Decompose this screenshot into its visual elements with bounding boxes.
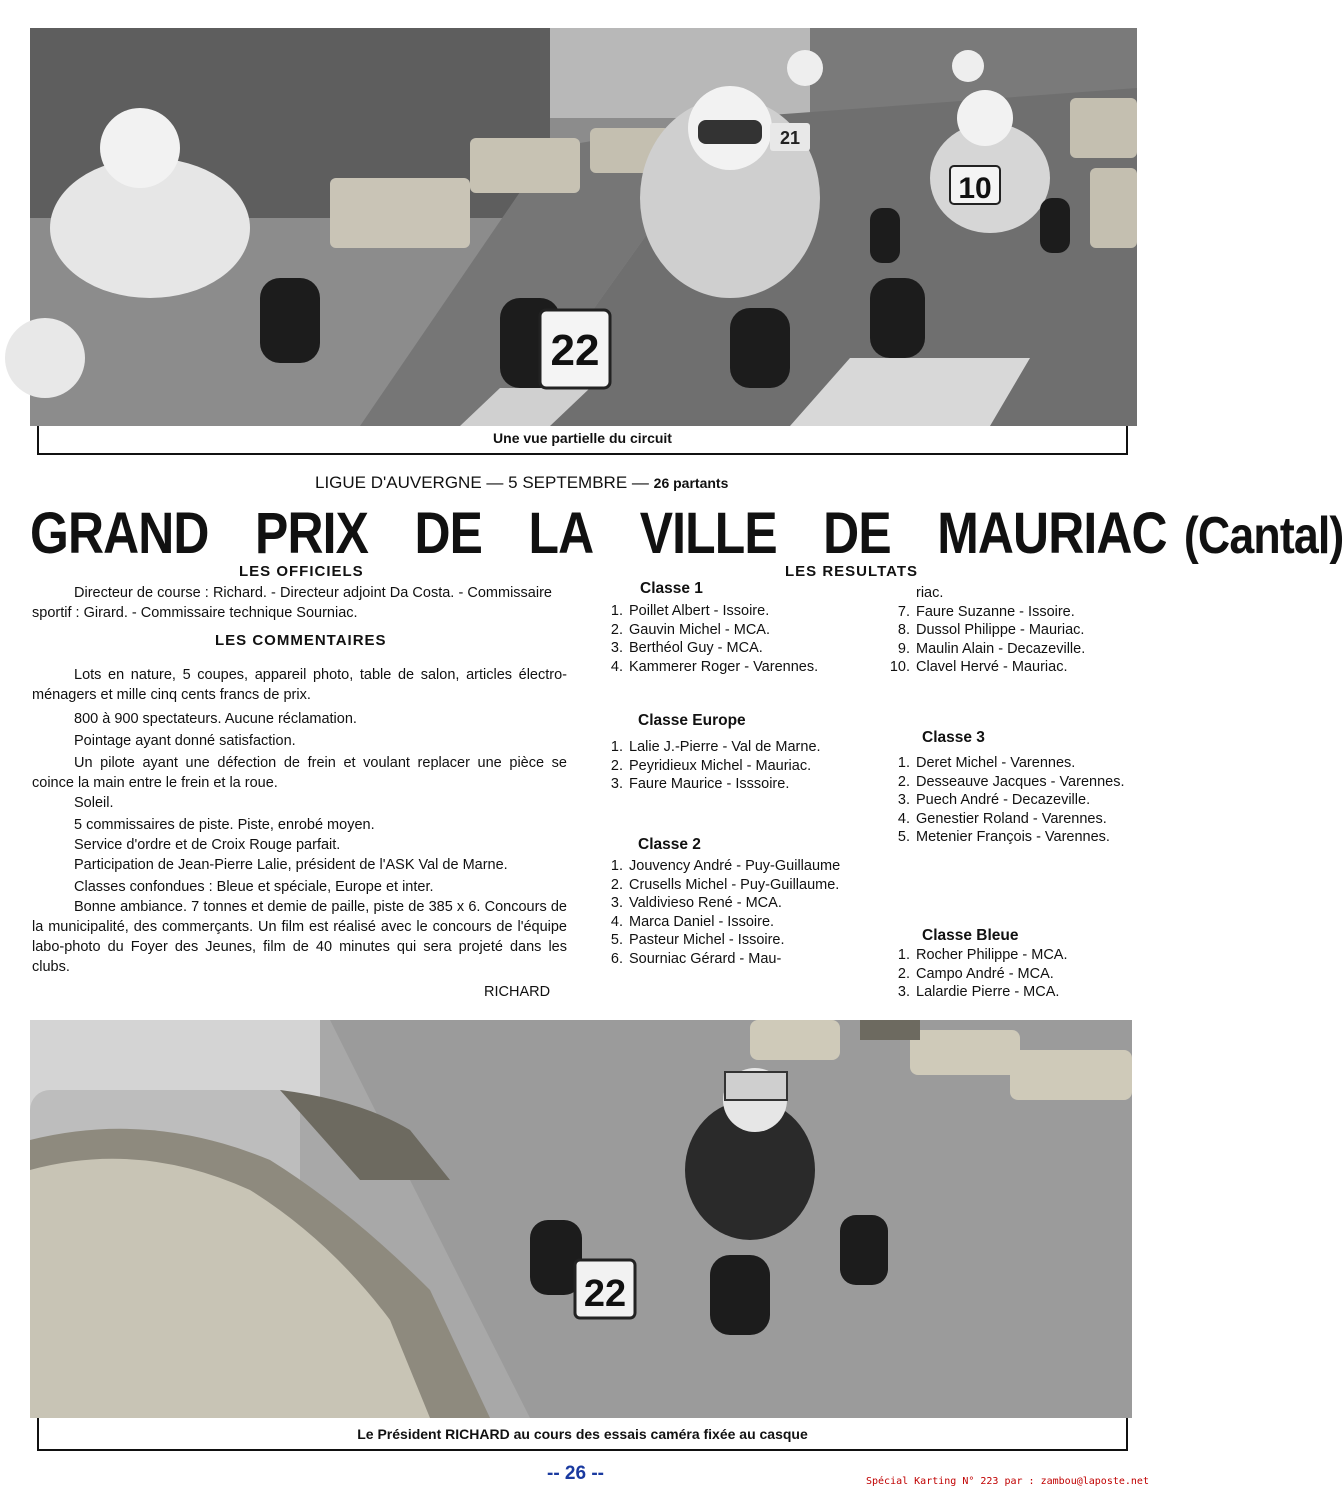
comments-body <box>32 665 567 977</box>
classe-3-results <box>884 754 1134 847</box>
page-title <box>30 500 1343 567</box>
result-row: 2. Peyridieux Michel - Mauriac. <box>610 757 812 774</box>
top-photo-caption-box <box>37 426 1128 455</box>
result-row: 1. Lalie J.-Pierre - Val de Marne. <box>610 739 821 755</box>
top-photo <box>30 28 1137 426</box>
result-row: 6. Sourniac Gérard - Mau- <box>610 950 782 967</box>
comments-heading: LES COMMENTAIRES <box>215 632 387 649</box>
comment-paragraph: Un pilote ayant une défection de frein et voulant replacer une pièce se coince la main entre le frein et la roue. <box>32 755 567 791</box>
classe-2-results <box>597 857 857 968</box>
classe-bleue-heading: Classe Bleue <box>922 927 1019 944</box>
officials-text: Directeur de course : Richard. - Directeur adjoint Da Costa. - Commissaire sportif : Girard. - Commissaire technique Sourniac. <box>32 585 552 621</box>
classe-europe-heading: Classe Europe <box>638 712 746 729</box>
classe-bleue-results <box>884 946 1134 1002</box>
classe-3-heading: Classe 3 <box>922 729 985 746</box>
top-photo-caption: Une vue partielle du circuit <box>493 430 672 446</box>
league-name: LIGUE D'AUVERGNE <box>315 473 482 492</box>
classe-2-heading: Classe 2 <box>638 836 701 853</box>
title-word: PRIX <box>255 501 369 566</box>
top-photo-image <box>30 28 1137 426</box>
bottom-photo-image <box>30 1020 1132 1418</box>
result-row: 4. Genestier Roland - Varennes. <box>897 810 1107 827</box>
result-row: 2. Crusells Michel - Puy-Guillaume. <box>610 876 840 893</box>
classe-1-heading: Classe 1 <box>640 580 703 597</box>
title-word: DE <box>414 501 483 566</box>
event-header <box>315 473 728 493</box>
result-row: 8. Dussol Philippe - Mauriac. <box>897 622 1085 638</box>
title-word: DE <box>823 501 891 566</box>
comment-paragraph: Participation de Jean-Pierre Lalie, président de l'ASK Val de Marne. <box>74 857 508 873</box>
result-row-continuation: riac. <box>916 585 944 601</box>
result-row: 1. Jouvency André - Puy-Guillaume <box>610 858 841 874</box>
title-word: VILLE <box>639 501 777 566</box>
source-credit: Spécial Karting N° 223 par : zambou@laposte.net <box>866 1476 1149 1487</box>
page-number: -- 26 -- <box>547 1463 604 1484</box>
kart-number-22: 22 <box>550 326 600 375</box>
officials-heading: LES OFFICIELS <box>239 563 364 580</box>
result-row: 2. Gauvin Michel - MCA. <box>610 621 771 638</box>
result-row: 7. Faure Suzanne - Issoire. <box>897 603 1075 620</box>
title-word: MAURIAC <box>937 501 1167 566</box>
result-row: 4. Kammerer Roger - Varennes. <box>610 658 819 675</box>
result-row: 1. Rocher Philippe - MCA. <box>897 947 1068 963</box>
kart-number-10: 10 <box>958 172 992 205</box>
classe-europe-results <box>597 738 857 794</box>
comment-paragraph: 5 commissaires de piste. Piste, enrobé moyen. <box>74 817 375 833</box>
header-dash-2: — <box>631 473 649 492</box>
result-row: 4. Marca Daniel - Issoire. <box>610 913 775 930</box>
title-word: LA <box>528 501 594 566</box>
results-heading: LES RESULTATS <box>785 563 918 580</box>
comments-signature: RICHARD <box>484 984 551 1000</box>
comment-paragraph: Lots en nature, 5 coupes, appareil photo, table de salon, articles électro-ménagers et mille cinq cents francs de prix. <box>32 667 567 703</box>
entrant-count: 26 partants <box>653 475 729 491</box>
result-row: 5. Pasteur Michel - Issoire. <box>610 932 785 948</box>
result-row: 10. Clavel Hervé - Mauriac. <box>889 659 1068 675</box>
kart-number-22-bottom: 22 <box>583 1273 627 1315</box>
result-row: 1. Deret Michel - Varennes. <box>897 755 1076 771</box>
comment-paragraph: Service d'ordre et de Croix Rouge parfait. <box>74 837 341 853</box>
result-row: 3. Puech André - Decazeville. <box>897 792 1091 808</box>
event-date: 5 SEPTEMBRE <box>508 473 628 492</box>
title-word: GRAND <box>30 501 209 566</box>
comment-paragraph: Bonne ambiance. 7 tonnes et demie de paille, piste de 385 x 6. Concours de la municipalité, des commerçants. Un film est réalisé avec le concours de l'équipe labo-photo du Foyer des Jeunes, film de 40 minutes qui sera projeté dans les clubs. <box>32 899 567 975</box>
result-row: 3. Berthéol Guy - MCA. <box>610 640 763 656</box>
classe-2-results-continued <box>884 584 1134 677</box>
result-row: 3. Valdivieso René - MCA. <box>610 895 782 911</box>
classe-1-results <box>597 602 857 676</box>
bottom-photo-caption-box <box>37 1418 1128 1451</box>
comment-paragraph: Pointage ayant donné satisfaction. <box>74 733 296 749</box>
bottom-photo-caption: Le Président RICHARD au cours des essais caméra fixée au casque <box>357 1426 808 1442</box>
result-row: 2. Desseauve Jacques - Varennes. <box>897 773 1125 790</box>
comment-paragraph: Soleil. <box>74 795 114 811</box>
comment-paragraph: 800 à 900 spectateurs. Aucune réclamation. <box>74 711 357 727</box>
header-dash-1: — <box>486 473 504 492</box>
title-region: (Cantal) <box>1183 507 1343 565</box>
result-row: 9. Maulin Alain - Decazeville. <box>897 640 1086 657</box>
result-row: 2. Campo André - MCA. <box>897 965 1054 982</box>
result-row: 3. Faure Maurice - Isssoire. <box>610 776 790 792</box>
result-row: 1. Poillet Albert - Issoire. <box>610 603 770 619</box>
comment-paragraph: Classes confondues : Bleue et spéciale, Europe et inter. <box>74 879 434 895</box>
kart-number-21: 21 <box>779 128 801 148</box>
bottom-photo <box>30 1020 1132 1418</box>
result-row: 5. Metenier François - Varennes. <box>897 829 1110 845</box>
result-row: 3. Lalardie Pierre - MCA. <box>897 984 1060 1000</box>
